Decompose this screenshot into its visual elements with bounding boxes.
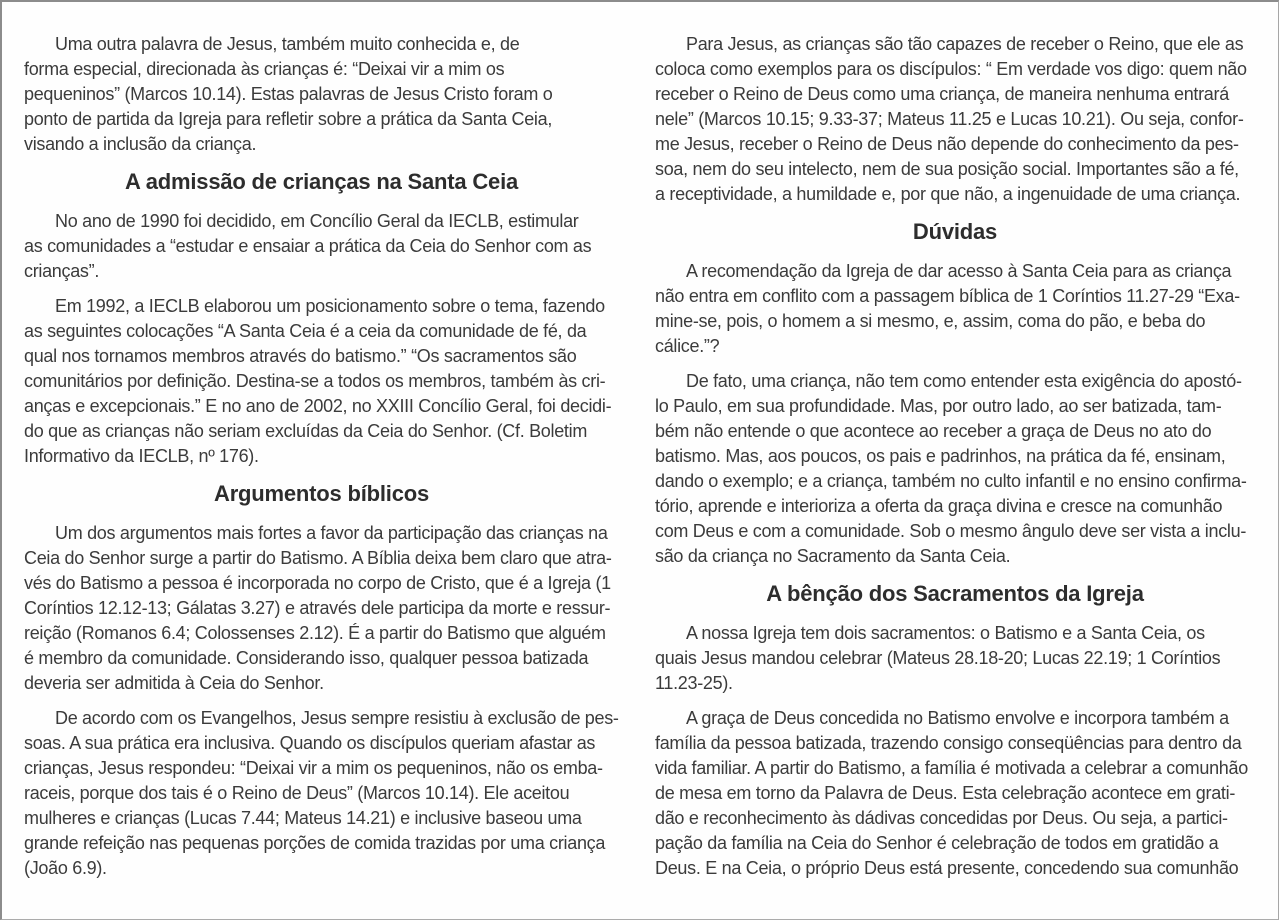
paragraph — [24, 706, 619, 881]
text-line: comunitários por definição. Destina-se a todos os membros, também às cri- — [24, 371, 606, 391]
text-line: vida familiar. A partir do Batismo, a família é motivada a celebrar a comunhão — [655, 758, 1248, 778]
section-heading: A admissão de crianças na Santa Ceia — [124, 169, 519, 194]
text-line: receber o Reino de Deus como uma criança, de maneira nenhuma entrará — [655, 84, 1229, 104]
paragraph — [24, 294, 619, 469]
text-line: crianças, Jesus respondeu: “Deixai vir a mim os pequeninos, não os emba- — [24, 758, 603, 778]
text-line: cálice.”? — [655, 336, 720, 356]
two-column-layout — [2, 2, 1278, 891]
paragraph — [655, 369, 1255, 569]
text-line: dão e reconhecimento às dádivas concedidas por Deus. Ou seja, a partici- — [655, 808, 1228, 828]
section-heading: Dúvidas — [912, 219, 998, 244]
left-column — [24, 32, 619, 891]
paragraph — [655, 32, 1255, 207]
text-line: a receptividade, a humildade e, por que não, a ingenuidade de uma criança. — [655, 184, 1241, 204]
text-line: coloca como exemplos para os discípulos: “ Em verdade vos digo: quem não — [655, 59, 1247, 79]
text-line: qual nos tornamos membros através do batismo.” “Os sacramentos são — [24, 346, 577, 366]
text-line: dando o exemplo; e a criança, também no culto infantil e no ensino confirma- — [655, 471, 1247, 491]
text-line: forma especial, direcionada às crianças é: “Deixai vir a mim os — [24, 59, 505, 79]
text-line: batismo. Mas, aos poucos, os pais e padrinhos, na prática da fé, ensinam, — [655, 446, 1226, 466]
paragraph — [655, 259, 1255, 359]
text-line: nele” (Marcos 10.15; 9.33-37; Mateus 11.25 e Lucas 10.21). Ou seja, confor- — [655, 109, 1244, 129]
paragraph — [24, 521, 619, 696]
text-line: lo Paulo, em sua profundidade. Mas, por outro lado, ao ser batizada, tam- — [655, 396, 1222, 416]
text-line: De fato, uma criança, não tem como entender esta exigência do apostó- — [686, 371, 1242, 391]
text-line: me Jesus, receber o Reino de Deus não depende do conhecimento da pes- — [655, 134, 1239, 154]
paragraph — [24, 32, 619, 157]
text-line: (João 6.9). — [24, 858, 107, 878]
text-line: as comunidades a “estudar e ensaiar a prática da Ceia do Senhor com as — [24, 236, 592, 256]
text-line: reição (Romanos 6.4; Colossenses 2.12). É a partir do Batismo que alguém — [24, 623, 606, 643]
text-line: mine-se, pois, o homem a si mesmo, e, assim, coma do pão, e beba do — [655, 311, 1206, 331]
paragraph — [24, 209, 619, 284]
text-line: Para Jesus, as crianças são tão capazes de receber o Reino, que ele as — [686, 34, 1244, 54]
text-line: soa, nem do seu intelecto, nem de sua posição social. Importantes são a fé, — [655, 159, 1239, 179]
text-line: visando a inclusão da criança. — [24, 134, 257, 154]
text-line: A recomendação da Igreja de dar acesso à Santa Ceia para as criança — [686, 261, 1232, 281]
text-line: família da pessoa batizada, trazendo consigo conseqüências para dentro da — [655, 733, 1242, 753]
text-line: grande refeição nas pequenas porções de comida trazidas por uma criança — [24, 833, 606, 853]
text-line: Uma outra palavra de Jesus, também muito conhecida e, de — [55, 34, 520, 54]
section-heading: A bênção dos Sacramentos da Igreja — [766, 581, 1144, 606]
paragraph — [655, 706, 1255, 881]
text-line: quais Jesus mandou celebrar (Mateus 28.18-20; Lucas 22.19; 1 Coríntios — [655, 648, 1221, 668]
text-line: Informativo da IECLB, nº 176). — [24, 446, 259, 466]
text-line: com Deus e com a comunidade. Sob o mesmo ângulo deve ser vista a inclu- — [655, 521, 1247, 541]
text-line: raceis, porque dos tais é o Reino de Deus” (Marcos 10.14). Ele aceitou — [24, 783, 570, 803]
text-line: No ano de 1990 foi decidido, em Concílio Geral da IECLB, estimular — [55, 211, 579, 231]
text-line: bém não entende o que acontece ao receber a graça de Deus no ato do — [655, 421, 1212, 441]
text-line: A graça de Deus concedida no Batismo envolve e incorpora também a — [686, 708, 1229, 728]
text-line: tório, aprende e interioriza a oferta da graça divina e cresce na comunhão — [655, 496, 1223, 516]
text-line: Um dos argumentos mais fortes a favor da participação das crianças na — [55, 523, 608, 543]
text-line: 11.23-25). — [655, 673, 733, 693]
text-line: as seguintes colocações “A Santa Ceia é a ceia da comunidade de fé, da — [24, 321, 587, 341]
text-line: de mesa em torno da Palavra de Deus. Esta celebração acontece em grati- — [655, 783, 1236, 803]
text-line: Deus. E na Ceia, o próprio Deus está presente, concedendo sua comunhão — [655, 858, 1239, 878]
text-line: anças e excepcionais.” E no ano de 2002, no XXIII Concílio Geral, foi decidi- — [24, 396, 612, 416]
text-line: são da criança no Sacramento da Santa Ceia. — [655, 546, 1011, 566]
text-line: Ceia do Senhor surge a partir do Batismo. A Bíblia deixa bem claro que atra- — [24, 548, 612, 568]
paragraph — [655, 621, 1255, 696]
text-line: pequeninos” (Marcos 10.14). Estas palavras de Jesus Cristo foram o — [24, 84, 553, 104]
text-line: ponto de partida da Igreja para refletir sobre a prática da Santa Ceia, — [24, 109, 553, 129]
text-line: De acordo com os Evangelhos, Jesus sempre resistiu à exclusão de pes- — [55, 708, 619, 728]
text-line: mulheres e crianças (Lucas 7.44; Mateus 14.21) e inclusive baseou uma — [24, 808, 582, 828]
text-line: A nossa Igreja tem dois sacramentos: o Batismo e a Santa Ceia, os — [686, 623, 1205, 643]
text-line: pação da família na Ceia do Senhor é celebração de todos em gratidão a — [655, 833, 1219, 853]
text-line: Coríntios 12.12-13; Gálatas 3.27) e através dele participa da morte e ressur- — [24, 598, 611, 618]
text-line: vés do Batismo a pessoa é incorporada no corpo de Cristo, que é a Igreja (1 — [24, 573, 611, 593]
text-line: é membro da comunidade. Considerando isso, qualquer pessoa batizada — [24, 648, 589, 668]
text-line: não entra em conflito com a passagem bíblica de 1 Coríntios 11.27-29 “Exa- — [655, 286, 1240, 306]
text-line: deveria ser admitida à Ceia do Senhor. — [24, 673, 324, 693]
text-line: soas. A sua prática era inclusiva. Quando os discípulos queriam afastar as — [24, 733, 596, 753]
text-line: do que as crianças não seriam excluídas da Ceia do Senhor. (Cf. Boletim — [24, 421, 588, 441]
text-line: Em 1992, a IECLB elaborou um posicionamento sobre o tema, fazendo — [55, 296, 605, 316]
section-heading: Argumentos bíblicos — [214, 481, 429, 506]
right-column — [655, 32, 1255, 891]
text-line: crianças”. — [24, 261, 100, 281]
